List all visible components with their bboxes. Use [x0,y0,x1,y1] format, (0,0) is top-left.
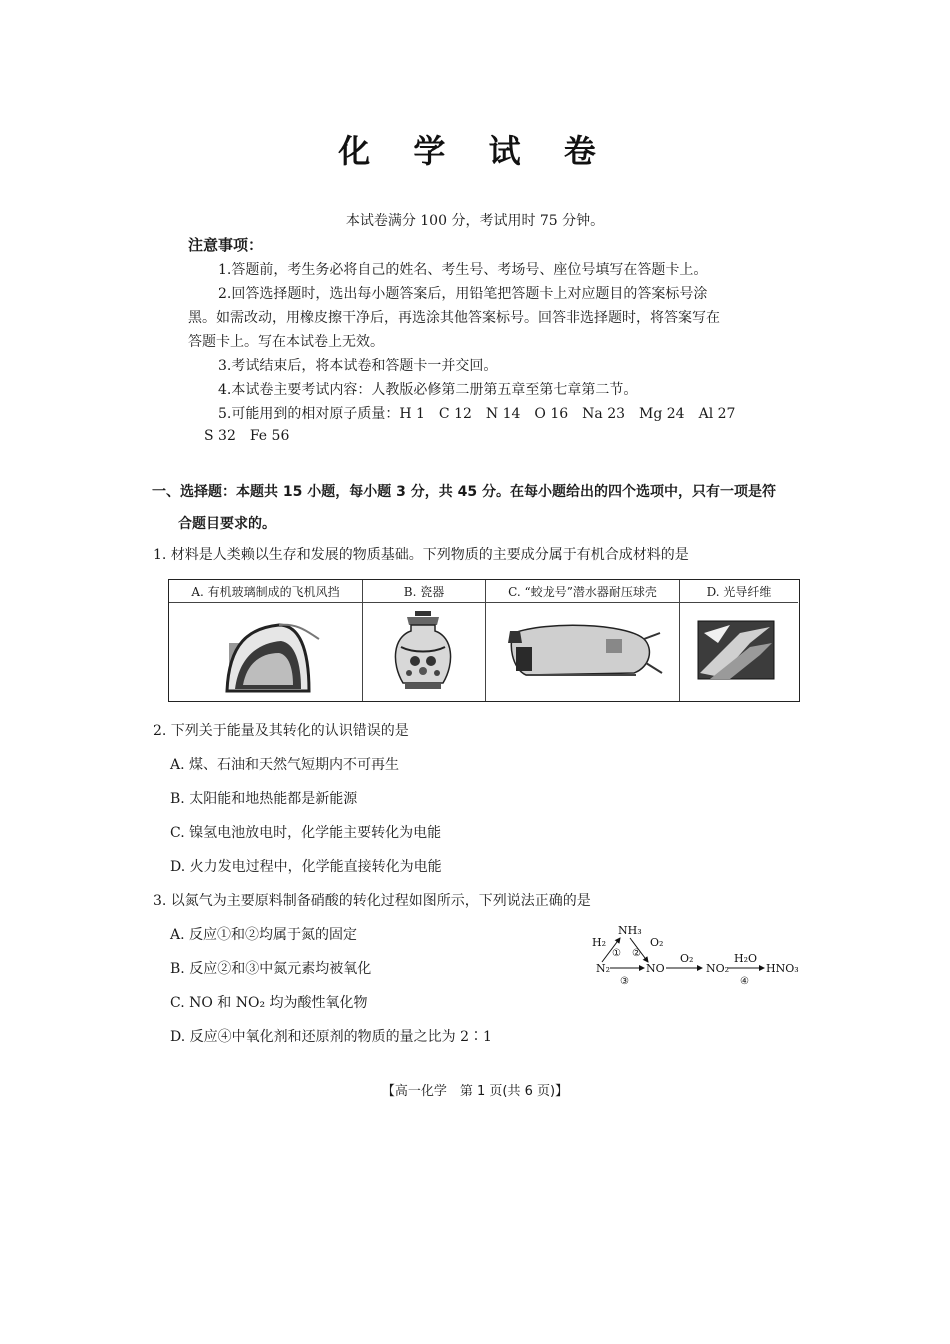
question-2-option-c: C. 镍氢电池放电时，化学能主要转化为电能 [170,825,442,841]
nitrogen-conversion-diagram [590,918,810,990]
notice-item: S 32 Fe 56 [204,428,290,444]
label-no2: NO₂ [706,962,730,975]
notice-item: 答题卡上。写在本试卷上无效。 [188,334,384,350]
label-h2o: H₂O [734,952,758,965]
label-o2-top: O₂ [650,936,664,949]
notice-heading: 注意事项： [188,236,264,254]
reaction-1: ① [612,948,621,959]
notice-item: 5.可能用到的相对原子质量：H 1 C 12 N 14 O 16 Na 23 Mg 24 Al 27 [218,406,736,422]
option-cell-c [486,580,680,701]
notice-item: 3.考试结束后，将本试卷和答题卡一并交回。 [218,358,498,374]
question-2-option-a: A. 煤、石油和天然气短期内不可再生 [170,757,400,773]
notice-item: 1.答题前，考生务必将自己的姓名、考生号、考场号、座位号填写在答题卡上。 [218,262,708,278]
label-o2-mid: O₂ [680,952,694,965]
optical-fiber-image [680,603,798,701]
page-title: 化 学 试 卷 [338,132,612,170]
notice-item: 黑。如需改动，用橡皮擦干净后，再选涂其他答案标号。回答非选择题时，将答案写在 [188,310,720,326]
question-3-option-d: D. 反应④中氧化剂和还原剂的物质的量之比为 2∶1 [170,1029,492,1045]
question-3-option-b: B. 反应②和③中氮元素均被氧化 [170,961,372,977]
submersible-image [486,603,679,701]
notice-item: 4.本试卷主要考试内容：人教版必修第二册第五章至第七章第二节。 [218,382,638,398]
option-label: A. 有机玻璃制成的飞机风挡 [169,580,362,603]
option-label: D. 光导纤维 [680,580,798,603]
question-2-option-b: B. 太阳能和地热能都是新能源 [170,791,358,807]
label-no: NO [646,962,665,975]
page-footer: 【高一化学 第 1 页(共 6 页)】 [381,1084,569,1099]
section-heading [152,476,812,540]
question-3-option-a: A. 反应①和②均属于氮的固定 [170,927,358,943]
label-h2: H₂ [592,936,607,949]
section-heading-line: 一、选择题：本题共 15 小题，每小题 3 分，共 45 分。在每小题给出的四个选项中，只有一项是符 [152,484,776,500]
option-label: B. 瓷器 [363,580,485,603]
question-1-stem: 1. 材料是人类赖以生存和发展的物质基础。下列物质的主要成分属于有机合成材料的是 [153,547,689,563]
reaction-4: ④ [740,976,749,987]
option-cell-b [363,580,486,701]
question-1-options-table [168,579,800,702]
reaction-2: ② [632,948,641,959]
label-nh3: NH₃ [618,924,642,937]
question-3-option-c: C. NO 和 NO₂ 均为酸性氧化物 [170,995,368,1011]
reaction-3: ③ [620,976,629,987]
question-2-option-d: D. 火力发电过程中，化学能直接转化为电能 [170,859,442,875]
option-cell-d [680,580,798,701]
exam-info: 本试卷满分 100 分，考试用时 75 分钟。 [345,213,605,229]
option-label: C. “蛟龙号”潜水器耐压球壳 [486,580,679,603]
question-2-stem: 2. 下列关于能量及其转化的认识错误的是 [153,723,409,739]
notice-item: 2.回答选择题时，选出每小题答案后，用铅笔把答题卡上对应题目的答案标号涂 [218,286,708,302]
windshield-image [169,603,362,701]
question-3-stem: 3. 以氮气为主要原料制备硝酸的转化过程如图所示，下列说法正确的是 [153,893,591,909]
notice-list [188,258,778,448]
section-heading-line: 合题目要求的。 [178,516,276,532]
label-hno3: HNO₃ [766,962,799,975]
option-cell-a [169,580,363,701]
label-n2: N₂ [596,962,611,975]
porcelain-vase-image [363,603,485,701]
